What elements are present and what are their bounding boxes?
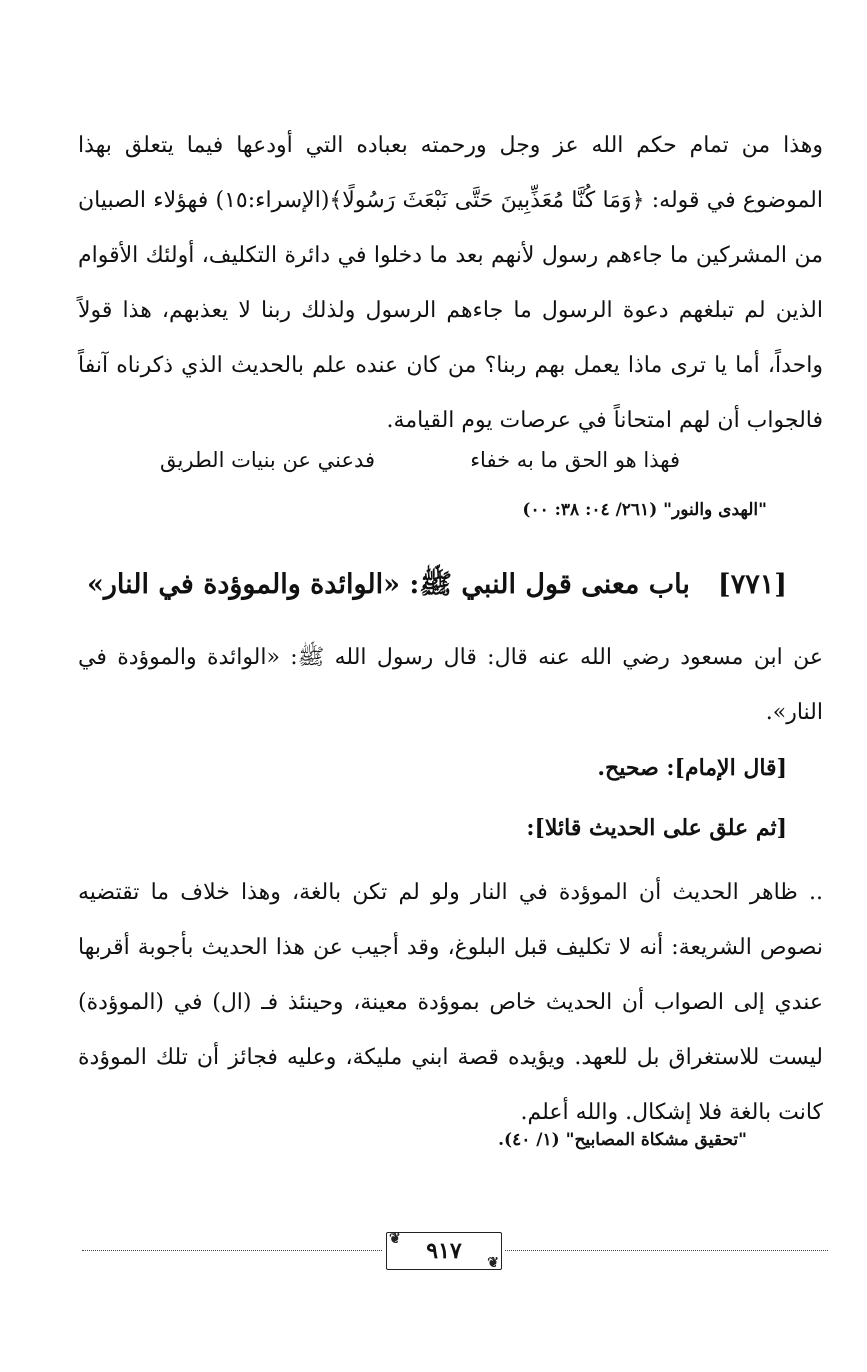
footer-divider-left bbox=[82, 1250, 382, 1251]
hadith-text: عن ابن مسعود رضي الله عنه قال: قال رسول الله ﷺ: «الوائدة والموؤدة في النار». bbox=[78, 645, 823, 725]
intro-paragraph: وهذا من تمام حكم الله عز وجل ورحمته بعباده التي أودعها فيما يتعلق بهذا الموضوع في قوله: ﴿وَمَا كُنَّا مُعَذِّبِينَ حَتَّى نَبْعَثَ رَسُولًا﴾(الإسراء:١٥) فهؤلاء الصبيان من المشركين ما جاءهم رسول لأنهم بعد ما دخلوا في دائرة التكليف، أولئك الأقوام الذين لم تبلغهم دعوة الرسول ما جاءهم الرسول ولذلك ربنا لا يعذبهم، هذا قولاً واحداً، أما يا ترى ماذا يعمل بهم ربنا؟ من كان عنده علم بالحديث الذي ذكرناه آنفاً فالجواب أن لهم امتحاناً في عرصات يوم القيامة. bbox=[78, 133, 823, 433]
poetry-verse bbox=[160, 440, 680, 480]
footer-divider-right bbox=[505, 1250, 828, 1251]
chapter-heading bbox=[67, 560, 787, 610]
chapter-title: باب معنى قول النبي ﷺ: «الوائدة والموؤدة في النار» bbox=[86, 569, 690, 600]
source-citation-2: "تحقيق مشكاة المصابيح" (١/ ٤٠). bbox=[498, 1130, 747, 1150]
comment-intro: [ثم علق على الحديث قائلا]: bbox=[526, 815, 787, 841]
chapter-number: [٧٧١] bbox=[717, 569, 787, 600]
imam-ruling: [قال الإمام]: صحيح. bbox=[597, 755, 787, 781]
verse-first-half: فهذا هو الحق ما به خفاء bbox=[470, 448, 680, 472]
corner-ornament-icon: ❦ bbox=[389, 1231, 401, 1247]
commentary-paragraph: .. ظاهر الحديث أن الموؤدة في النار ولو لم تكن بالغة، وهذا خلاف ما تقتضيه نصوص الشريعة: أنه لا تكليف قبل البلوغ، وقد أجيب عن هذا الحديث بأجوبة أقربها عندي إلى الصواب أن الحديث خاص بموؤدة معينة، وحينئذ فـ (ال) في (الموؤدة) ليست للاستغراق بل للعهد. ويؤيده قصة ابني مليكة، وعليه فجائز أن تلك الموؤدة كانت بالغة فلا إشكال. والله أعلم. bbox=[78, 880, 823, 1125]
page-number-box bbox=[386, 1232, 502, 1270]
verse-second-half: فدعني عن بنيات الطريق bbox=[160, 448, 376, 472]
corner-ornament-icon: ❦ bbox=[487, 1255, 499, 1271]
page-number: ٩١٧ bbox=[426, 1238, 462, 1264]
source-citation: "الهدى والنور" (٢٦١/ ٠٤: ٣٨: ٠٠) bbox=[522, 500, 767, 520]
